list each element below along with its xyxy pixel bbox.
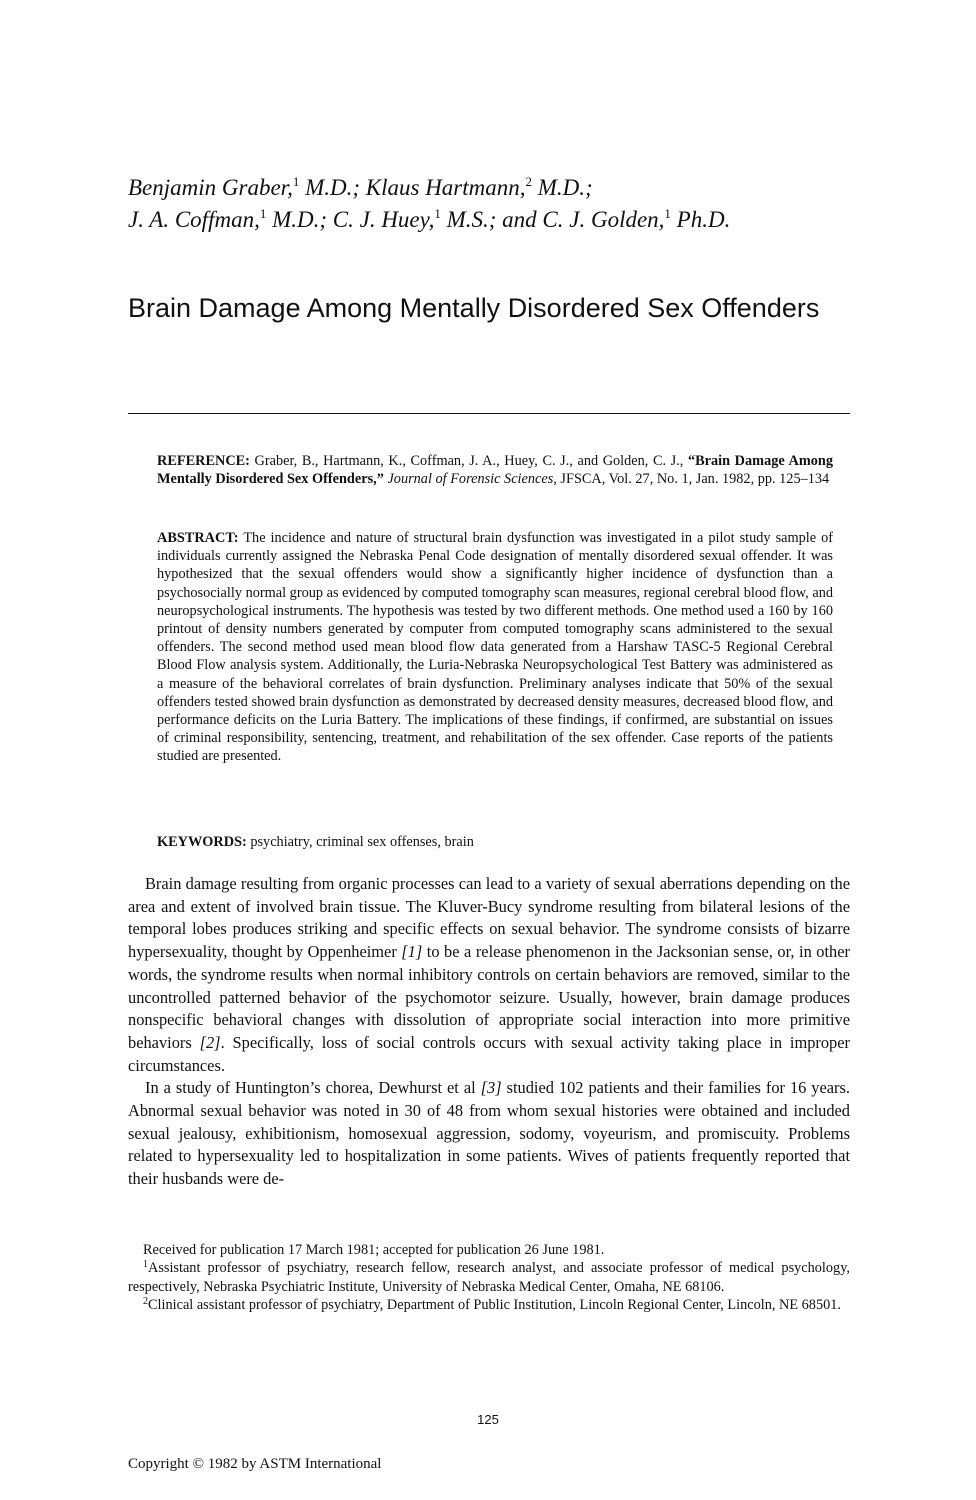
affiliation-mark: 1 <box>664 206 671 221</box>
body-text-run: . Specifically, loss of social controls occurs with sexual activity taking place in improper circumstances. <box>128 1032 850 1075</box>
footnote-mark: 2 <box>143 1296 148 1308</box>
body-text-run: In a study of Huntington’s chorea, Dewhurst et al <box>145 1078 481 1098</box>
reference-label: REFERENCE: <box>157 453 250 469</box>
body-paragraph-2 <box>128 1077 850 1191</box>
paper-title: Brain Damage Among Mentally Disordered Sex Offenders <box>128 293 820 323</box>
body-text-run: studied 102 patients and their families for 16 years. Abnormal sexual behavior was noted in 30 of 48 from whom sexual histories were obtained and included sexual jealousy, exhibitionism, homosexual aggression, sodomy, voyeurism, and promiscuity. Problems related to hypersexuality led to hospitalization in some patients. Wives of patients frequently reported that their husbands were de- <box>128 1078 850 1189</box>
affiliation-mark: 1 <box>292 174 300 189</box>
abstract-block <box>157 529 833 766</box>
reference-authors: Graber, B., Hartmann, K., Coffman, J. A., Huey, C. J., and Golden, C. J., <box>249 453 688 469</box>
reference-block <box>157 452 833 488</box>
keywords-label: KEYWORDS: <box>157 834 247 850</box>
body-paragraph-1 <box>128 873 850 1077</box>
author-line-1 <box>128 172 888 204</box>
author-degree: M.S.; <box>440 207 497 232</box>
affiliation-mark: 1 <box>259 206 267 221</box>
abstract-label: ABSTRACT: <box>157 530 239 546</box>
title-divider <box>128 413 850 414</box>
author-list <box>128 172 888 236</box>
reference-details: JFSCA, Vol. 27, No. 1, Jan. 1982, pp. 125–134 <box>556 471 830 488</box>
author-name: C. J. Huey, <box>327 207 435 232</box>
reference-journal: Journal of Forensic Sciences, <box>383 471 557 488</box>
citation-ref: [1] <box>401 942 423 962</box>
keywords-text: psychiatry, criminal sex offenses, brain <box>246 834 474 850</box>
author-degree: M.D.; <box>266 207 328 232</box>
affiliation-mark: 1 <box>434 206 441 221</box>
footnotes <box>128 1241 850 1315</box>
footnote-text: Assistant professor of psychiatry, research fellow, research analyst, and associate professor of medical psychology, respectively, Nebraska Psychiatric Institute, University of Nebraska Medical Center, Omaha, NE 68106. <box>128 1260 850 1295</box>
footnote-mark: 1 <box>143 1259 148 1271</box>
body-text-run: Brain damage resulting from organic processes can lead to a variety of sexual aberrations depending on the area and extent of involved brain tissue. The Kluver-Bucy syndrome resulting from bilateral lesions of the temporal lobes produces striking and specific effects on sexual behavior. The syndrome consists of bizarre hypersexuality, thought by Oppenheimer <box>128 874 850 962</box>
page-number: 125 <box>477 1412 499 1427</box>
received-note: Received for publication 17 March 1981; accepted for publication 26 June 1981. <box>143 1242 605 1258</box>
reference-title: “Brain Damage Among Mentally Disordered Sex Offenders,” <box>157 453 833 488</box>
author-degree: M.D.; <box>299 175 361 200</box>
keywords-block <box>157 833 833 851</box>
copyright-notice: Copyright © 1982 by ASTM International <box>128 1456 382 1472</box>
author-name: J. A. Coffman, <box>128 207 260 232</box>
footnote-text: Clinical assistant professor of psychiatry, Department of Public Institution, Lincoln Regional Center, Lincoln, NE 68501. <box>148 1297 841 1314</box>
citation-ref: [2] <box>199 1032 221 1052</box>
citation-ref: [3] <box>480 1078 502 1098</box>
author-line-2 <box>128 204 888 236</box>
affiliation-mark: 2 <box>525 174 533 189</box>
body-text-run: to be a release phenomenon in the Jacksonian sense, or, in other words, the syndrome results when normal inhibitory controls on certain behaviors are removed, similar to the uncontrolled patterned behavior of the psychomotor seizure. Usually, however, brain damage produces nonspecific behavioral changes with dissolution of appropriate social interaction into more primitive behaviors <box>128 942 850 1052</box>
author-name: and C. J. Golden, <box>496 207 665 232</box>
footnote-2 <box>128 1296 850 1314</box>
body-text <box>128 873 850 1191</box>
author-degree: M.D.; <box>532 175 593 200</box>
abstract-text: The incidence and nature of structural brain dysfunction was investigated in a pilot study sample of individuals currently assigned the Nebraska Penal Code designation of mentally disordered sexual offender. It was hypothesized that the sexual offenders would show a significantly higher incidence of dysfunction than a psychosocially normal group as evidenced by computed tomography scan measures, regional cerebral blood flow, and neuropsychological instruments. The hypothesis was tested by two different methods. One method used a 160 by 160 printout of density numbers generated by computer from computed tomography scans administered to the sexual offenders. The second method used mean blood flow data generated from a Harshaw TASC-5 Regional Cerebral Blood Flow analysis system. Additionally, the Luria-Nebraska Neuropsychological Test Battery was administered as a measure of the behavioral correlates of brain dysfunction. Preliminary analyses indicate that 50% of the sexual offenders tested showed brain dysfunction as demonstrated by decreased density measures, decreased blood flow, and performance deficits on the Luria Battery. The implications of these findings, if confirmed, are substantial on issues of criminal responsibility, sentencing, treatment, and rehabilitation of the sex offender. Case reports of the patients studied are presented. <box>157 530 833 765</box>
footnote-1 <box>128 1259 850 1296</box>
author-name: Benjamin Graber, <box>128 175 293 200</box>
author-degree: Ph.D. <box>670 207 731 232</box>
author-name: Klaus Hartmann, <box>360 175 526 200</box>
